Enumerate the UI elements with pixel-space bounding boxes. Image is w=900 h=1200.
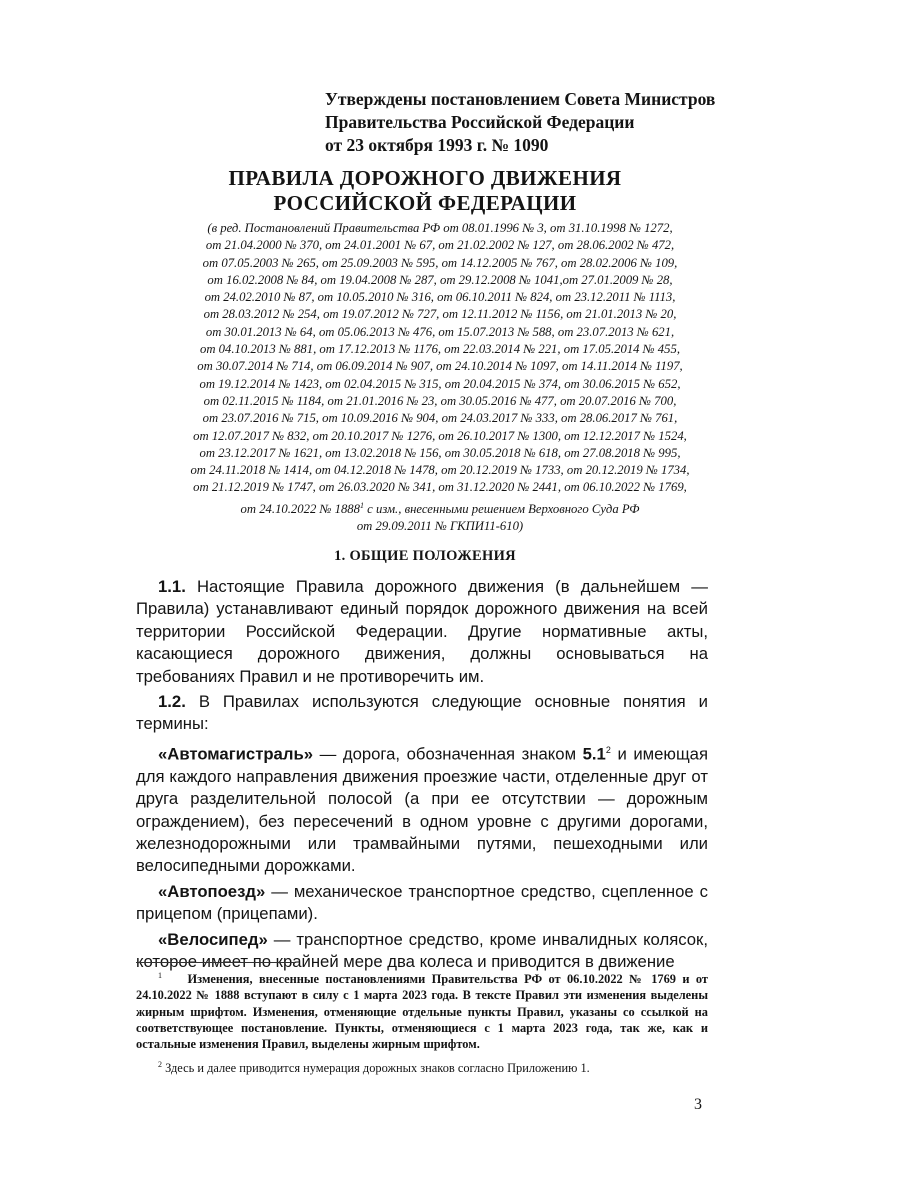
amendment-line: от 12.07.2017 № 832, от 20.10.2017 № 1276, от 26.10.2017 № 1300, от 12.12.2017 № 1524, [193, 428, 687, 443]
amendment-line [150, 497, 730, 519]
approval-line-3: от 23 октября 1993 г. № 1090 [325, 135, 549, 155]
footnote-mark: 2 [158, 1060, 162, 1070]
approval-block [325, 88, 745, 157]
amendment-line: от 23.07.2016 № 715, от 10.09.2016 № 904, от 24.03.2017 № 333, от 28.06.2017 № 761, [202, 411, 678, 426]
term-name: «Автомагистраль» [158, 744, 313, 764]
term-name: «Велосипед» [158, 929, 268, 949]
document-title [140, 166, 710, 216]
amendment-text: с изм., внесенными решением Верховного Суда РФ [364, 501, 640, 516]
amendment-line: от 30.07.2014 № 714, от 06.09.2014 № 907, от 24.10.2014 № 1097, от 14.11.2014 № 1197, [197, 359, 683, 374]
term-avtopoezd [136, 881, 708, 926]
amendment-line: от 21.04.2000 № 370, от 24.01.2001 № 67, от 21.02.2002 № 127, от 28.06.2002 № 472, [205, 238, 675, 253]
footnote-ref-1: 1 [360, 500, 364, 510]
footnote-text: Изменения, внесенные постановлениями Правительства РФ от 06.10.2022 № 1769 и от 24.10.2022 № 1888 вступают в силу с 1 марта 2023 года. В тексте Правил эти изменения выделены жирным шрифтом. Изменения, отменяющие отдельные пункты Правил, указаны со ссылкой на соответствующее постановление. Пункты, отменяющиеся с 1 марта 2023 года, так же, как и остальные изменения Правил, выделены жирным шрифтом. [136, 972, 708, 1051]
body-text [136, 576, 708, 976]
amendment-line: от 24.11.2018 № 1414, от 04.12.2018 № 1478, от 20.12.2019 № 1733, от 20.12.2019 № 1734, [190, 463, 690, 478]
clause-number: 1.2. [158, 692, 186, 712]
amendment-line: от 24.02.2010 № 87, от 10.05.2010 № 316, от 06.10.2011 № 824, от 23.12.2011 № 1113, [204, 290, 676, 305]
amendment-line: от 07.05.2003 № 265, от 25.09.2003 № 595, от 14.12.2005 № 767, от 28.02.2006 № 109, [202, 255, 678, 270]
term-definition: и имеющая для каждого направления движения проезжие части, отделенные друг от друга разделительной полосой (а при ее отсутствии — дорожным ограждением), без пересечений в одном уровне с другими дорогами, железнодорожными или трамвайными путями, пешеходными или велосипедными дорожками. [136, 744, 708, 876]
term-definition: — механическое транспортное средство, сцепленное с прицепом (прицепами). [136, 881, 708, 924]
amendment-line: от 02.11.2015 № 1184, от 21.01.2016 № 23, от 30.05.2016 № 477, от 20.07.2016 № 700, [203, 393, 677, 408]
title-line-2: РОССИЙСКОЙ ФЕДЕРАЦИИ [273, 191, 577, 215]
paragraph-1-2 [136, 691, 708, 736]
amendment-line: от 29.09.2011 № ГКПИ11-610) [356, 519, 524, 534]
page-number: 3 [694, 1096, 702, 1113]
footnote-divider [136, 962, 296, 963]
term-avtomagistral [136, 739, 708, 878]
approval-line-1: Утверждены постановлением Совета Министров [325, 89, 716, 109]
amendment-line: от 21.12.2019 № 1747, от 26.03.2020 № 341, от 31.12.2020 № 2441, от 06.10.2022 № 1769, [193, 480, 687, 495]
amendment-line: от 04.10.2013 № 881, от 17.12.2013 № 1176, от 22.03.2014 № 221, от 17.05.2014 № 455, [199, 342, 681, 357]
footnote-text: Здесь и далее приводится нумерация дорожных знаков согласно Приложению 1. [162, 1061, 590, 1076]
footnote-1 [136, 968, 708, 1052]
paragraph-1-1 [136, 576, 708, 688]
amendments-list [150, 220, 730, 536]
amendment-line: от 16.02.2008 № 84, от 19.04.2008 № 287, от 29.12.2008 № 1041,от 27.01.2009 № 28, [207, 272, 673, 287]
sign-reference: 5.1 [582, 744, 606, 764]
term-definition: — дорога, обозначенная знаком [312, 744, 583, 764]
clause-number: 1.1. [158, 577, 186, 596]
amendment-text: от 24.10.2022 № 1888 [240, 501, 360, 516]
amendment-line: от 23.12.2017 № 1621, от 13.02.2018 № 156, от 30.05.2018 № 618, от 27.08.2018 № 995, [199, 445, 681, 460]
paragraph-text: Настоящие Правила дорожного движения (в дальнейшем — Правила) устанавливают единый порядок дорожного движения на всей территории Российской Федерации. Другие нормативные акты, касающиеся дорожного движения, должны основываться на требованиях Правил и не противоречить им. [136, 577, 708, 686]
amendment-line: от 19.12.2014 № 1423, от 02.04.2015 № 315, от 20.04.2015 № 374, от 30.06.2015 № 652, [199, 376, 681, 391]
section-heading: 1. ОБЩИЕ ПОЛОЖЕНИЯ [334, 548, 516, 564]
amendment-line: (в ред. Постановлений Правительства РФ от 08.01.1996 № 3, от 31.10.1998 № 1272, [207, 221, 673, 235]
approval-line-2: Правительства Российской Федерации [325, 112, 635, 132]
footnotes [136, 968, 708, 1081]
footnote-ref-2: 2 [605, 744, 611, 755]
term-velosiped [136, 929, 708, 974]
amendment-line: от 28.03.2012 № 254, от 19.07.2012 № 727, от 12.11.2012 № 1156, от 21.01.2013 № 20, [203, 307, 677, 322]
footnote-mark: 1 [158, 971, 162, 980]
term-definition: — транспортное средство, кроме инвалидных колясок, которое имеет по крайней мере два колеса и приводится в движение [136, 929, 708, 972]
footnote-2 [136, 1057, 708, 1076]
amendment-line: от 30.01.2013 № 64, от 05.06.2013 № 476, от 15.07.2013 № 588, от 23.07.2013 № 621, [205, 324, 675, 339]
term-name: «Автопоезд» [158, 881, 266, 901]
paragraph-text: В Правилах используются следующие основные понятия и термины: [136, 692, 708, 734]
title-line-1: ПРАВИЛА ДОРОЖНОГО ДВИЖЕНИЯ [228, 166, 622, 190]
